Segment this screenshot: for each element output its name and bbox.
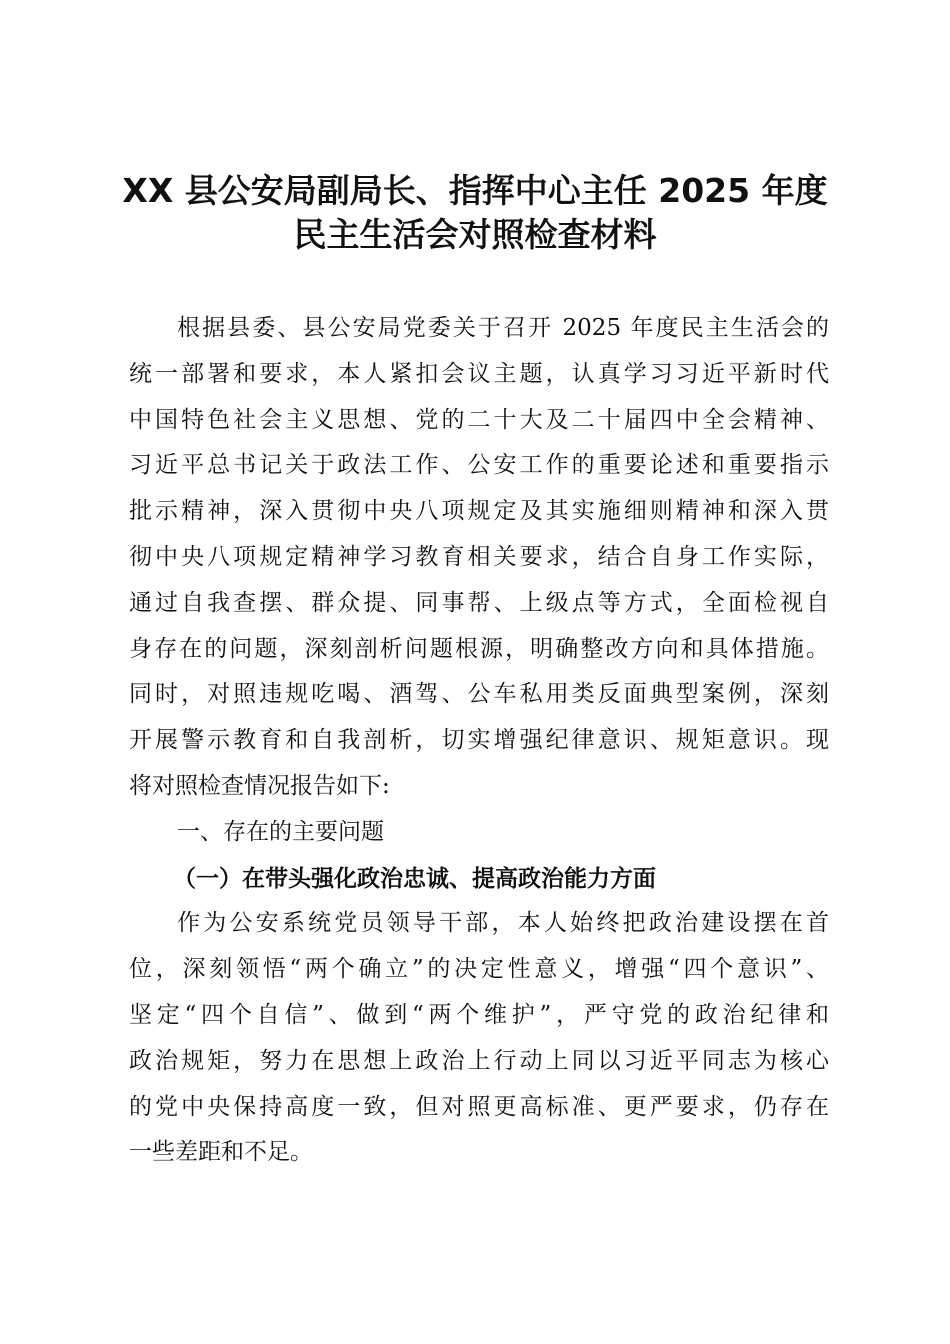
document-title-line-1: XX 县公安局副局长、指挥中心主任 2025 年度	[122, 171, 828, 210]
paragraph-line: 彻中央八项规定精神学习教育相关要求，结合自身工作实际，	[129, 543, 829, 570]
document-title-line-2: 民主生活会对照检查材料	[293, 215, 657, 254]
paragraph-line: 中国特色社会主义思想、党的二十大及二十届四中全会精神、	[129, 406, 829, 433]
paragraph-line: 开展警示教育和自我剖析，切实增强纪律意识、规矩意识。现	[129, 727, 829, 754]
paragraph-line: 一些差距和不足。	[129, 1139, 313, 1166]
paragraph-line: 根据县委、县公安局党委关于召开 2025 年度民主生活会的	[177, 315, 829, 341]
paragraph-line: 坚定“四个自信”、做到“两个维护”，严守党的政治纪律和	[129, 1001, 829, 1028]
paragraph-line: 作为公安系统党员领导干部，本人始终把政治建设摆在首	[177, 910, 829, 937]
paragraph-line: 的党中央保持高度一致，但对照更高标准、更严要求，仍存在	[129, 1093, 829, 1120]
paragraph-line: 统一部署和要求，本人紧扣会议主题，认真学习习近平新时代	[129, 360, 829, 387]
paragraph-line: 习近平总书记关于政法工作、公安工作的重要论述和重要指示	[129, 452, 829, 479]
paragraph-line: 同时，对照违规吃喝、酒驾、公车私用类反面典型案例，深刻	[129, 681, 829, 708]
document-body	[129, 306, 829, 1176]
subsection-heading: （一）在带头强化政治忠诚、提高政治能力方面	[173, 864, 656, 892]
paragraph-line: 位，深刻领悟“两个确立”的决定性意义，增强“四个意识”、	[129, 956, 829, 983]
paragraph-line: 批示精神，深入贯彻中央八项规定及其实施细则精神和深入贯	[129, 498, 829, 525]
section-heading: 一、存在的主要问题	[177, 818, 384, 845]
paragraph-line: 通过自我查摆、群众提、同事帮、上级点等方式，全面检视自	[129, 589, 829, 616]
paragraph-line: 将对照检查情况报告如下:	[129, 772, 390, 799]
paragraph-line: 政治规矩，努力在思想上政治上行动上同以习近平同志为核心	[129, 1047, 829, 1074]
intro-paragraph	[129, 306, 829, 810]
paragraph-line: 身存在的问题，深刻剖析问题根源，明确整改方向和具体措施。	[129, 635, 829, 662]
subsection-paragraph	[129, 901, 829, 1176]
